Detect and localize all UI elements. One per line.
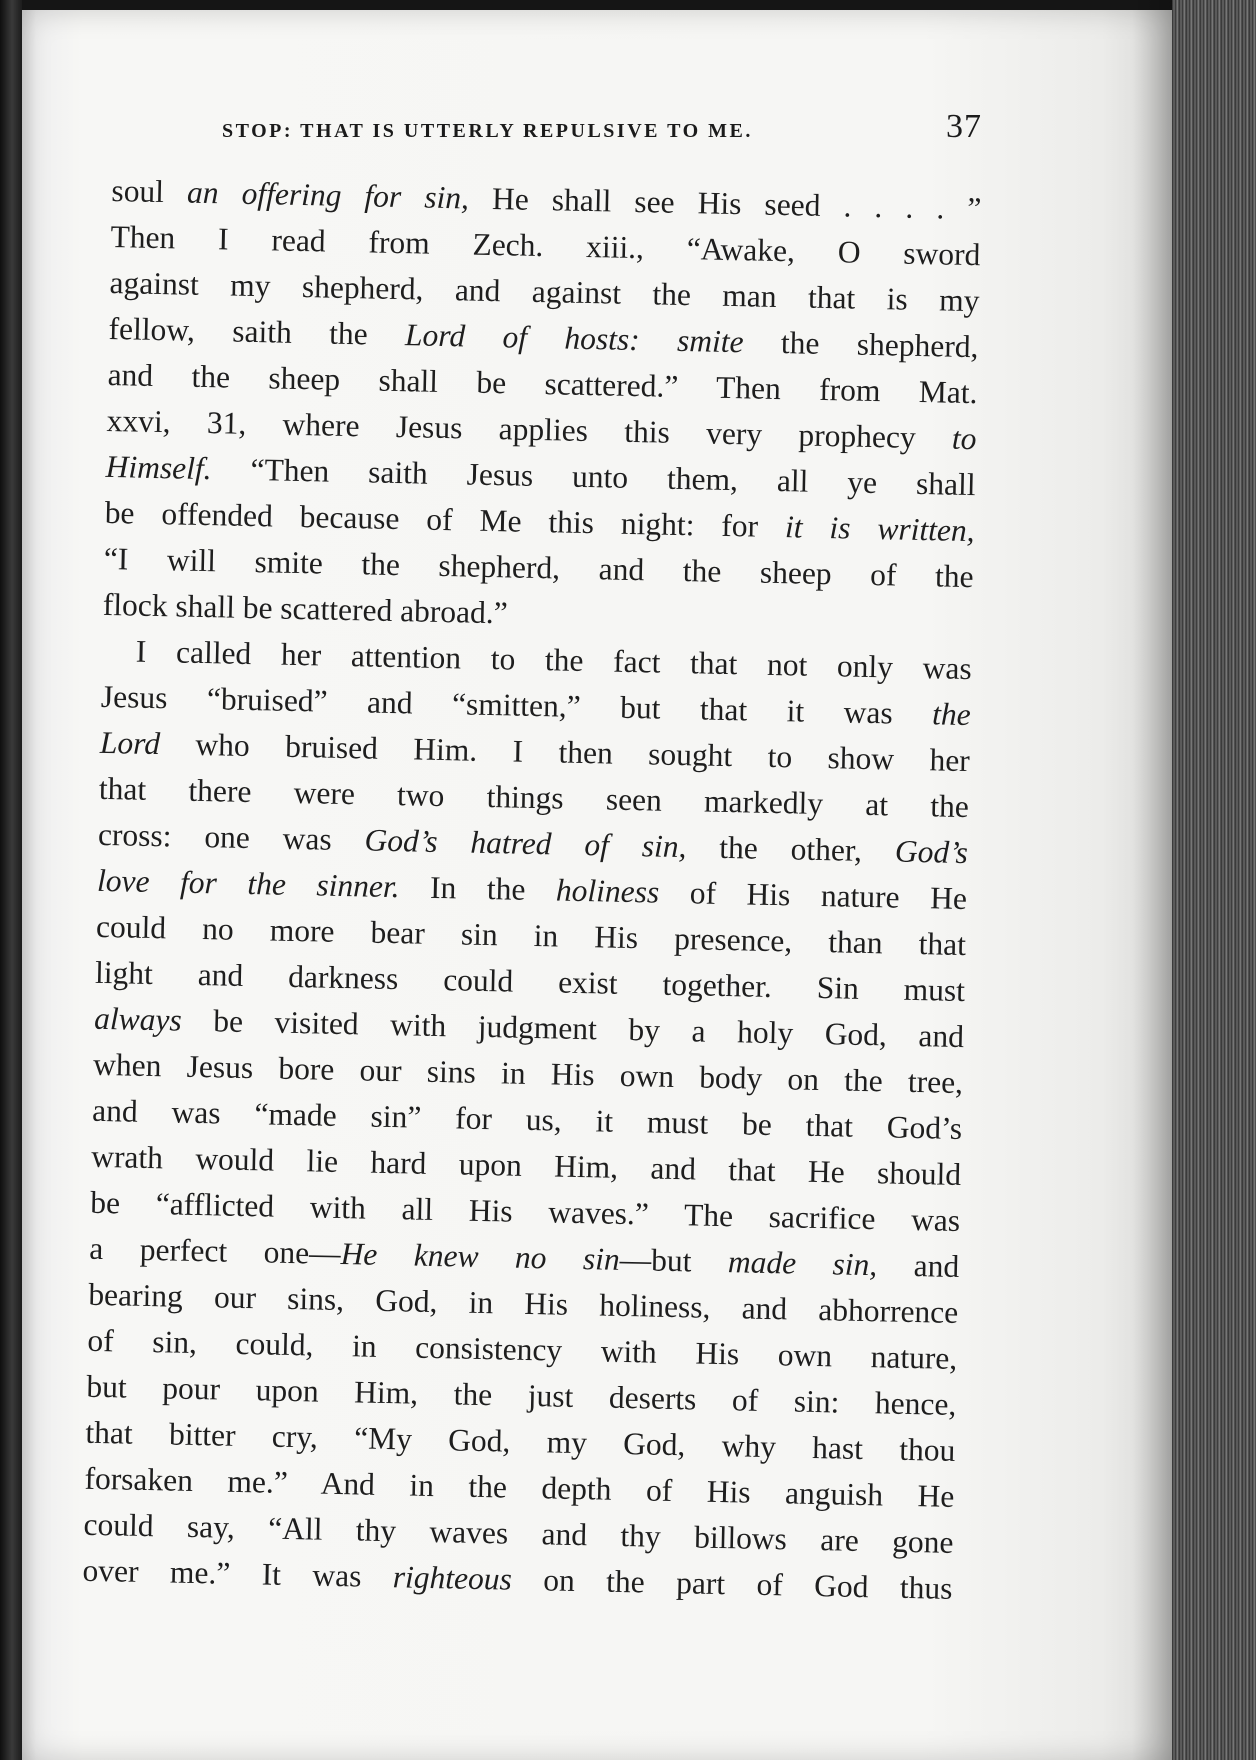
italic-run: the xyxy=(931,696,972,733)
binding-edge xyxy=(0,0,22,1760)
text-run: when Jesus bore our sins in His own body on the tree, xyxy=(92,1046,964,1101)
italic-run: it is written, xyxy=(784,509,975,549)
text-run: light and darkness could exist together. Sin must xyxy=(94,954,966,1009)
running-title: STOP: THAT IS UTTERLY REPULSIVE TO ME. xyxy=(222,120,753,142)
italic-run: to xyxy=(951,420,977,457)
italic-run: He knew no sin xyxy=(340,1236,621,1277)
text-run: and xyxy=(876,1247,960,1284)
text-run: could say, “All thy waves and thy billows are gone xyxy=(83,1506,954,1560)
text-run: cross: one was xyxy=(97,816,366,858)
text-run: a perfect one— xyxy=(89,1230,342,1272)
italic-run: Lord of hosts: smite xyxy=(404,317,744,360)
text-run: Jesus “bruised” and “smitten,” but that it was xyxy=(100,678,933,732)
italic-run: Himself. xyxy=(105,448,212,487)
text-run: Then I read from Zech. xiii., “Awake, O sword xyxy=(110,218,981,273)
text-run: be offended because of Me this night: for xyxy=(104,494,786,545)
text-run: “Then saith Jesus unto them, all ye shall xyxy=(211,451,976,503)
italic-run: an offering for sin, xyxy=(186,174,470,216)
text-run: flock shall be scattered abroad.” xyxy=(102,586,509,631)
italic-run: holiness xyxy=(555,872,660,910)
text-run: I called her attention to the fact that not only was xyxy=(135,633,973,687)
text-run: He shall see His seed . . . . ” xyxy=(468,180,982,227)
text-run: could no more bear sin in His presence, than that xyxy=(95,908,967,963)
page-stack-edge xyxy=(1172,0,1256,1760)
text-run: In the xyxy=(399,869,557,908)
text-run: bearing our sins, God, in His holiness, and abhorrence xyxy=(88,1276,959,1330)
text-run: of His nature He xyxy=(658,874,968,917)
body-text xyxy=(82,168,982,1612)
text-run: wrath would lie hard upon Him, and that He should xyxy=(90,1138,962,1192)
text-run: forsaken me.” And in the depth of His anguish He xyxy=(84,1460,955,1514)
text-run: the other, xyxy=(686,829,896,869)
text-run: fellow, saith the xyxy=(108,310,406,353)
running-head xyxy=(222,108,982,146)
text-run: who bruised Him. I then sought to show her xyxy=(159,726,971,779)
text-run: and the sheep shall be scattered.” Then from Mat. xyxy=(107,356,978,411)
page-number: 37 xyxy=(946,108,982,145)
text-run: —but xyxy=(619,1241,729,1280)
text-run: of sin, could, in consistency with His own nature, xyxy=(87,1322,958,1376)
text-run: that there were two things seen markedly at the xyxy=(98,770,970,825)
italic-run: God’s xyxy=(894,833,969,871)
text-run: be visited with judgment by a holy God, and xyxy=(181,1002,965,1055)
italic-run: God’s hatred of sin, xyxy=(364,822,687,865)
italic-run: always xyxy=(93,1000,183,1038)
text-run: and was “made sin” for us, it must be that God’s xyxy=(91,1092,963,1147)
page-curve-shadow xyxy=(1132,0,1172,1760)
text-run: that bitter cry, “My God, my God, why hast thou xyxy=(85,1414,956,1468)
text-run: soul xyxy=(111,172,188,210)
text-run: over me.” It was xyxy=(82,1552,394,1595)
italic-run: righteous xyxy=(392,1559,513,1597)
text-run: against my shepherd, and against the man that is my xyxy=(109,264,980,319)
text-run: xxvi, 31, where Jesus applies this very prophecy xyxy=(106,402,953,456)
text-run: “I will smite the shepherd, and the sheep of the xyxy=(103,540,974,595)
italic-run: Lord xyxy=(99,724,161,762)
text-run: be “afflicted with all His waves.” The sacrifice was xyxy=(89,1184,961,1238)
text-run: on the part of God thus xyxy=(511,1561,953,1606)
text-run: the shepherd, xyxy=(743,324,979,365)
italic-run: love for the sinner. xyxy=(96,862,400,905)
italic-run: made sin, xyxy=(727,1244,878,1283)
text-run: but pour upon Him, the just deserts of sin: hence, xyxy=(86,1368,957,1422)
